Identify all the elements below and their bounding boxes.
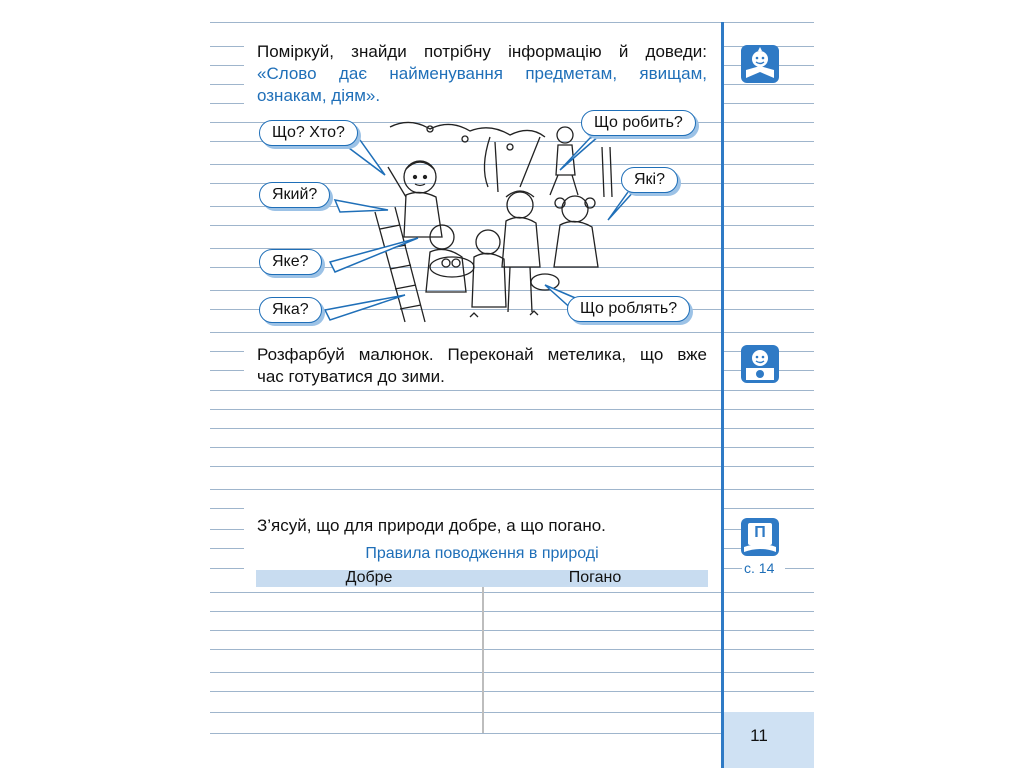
bubble-which-pl: Які? — [621, 167, 678, 193]
table-column-divider — [482, 587, 484, 733]
task1-line1: Поміркуй, знайди потрібну інформацію й доведи: — [257, 42, 707, 61]
face-sun-icon — [740, 344, 780, 384]
bubble-which-f: Яка? — [259, 297, 322, 323]
face-book-icon — [740, 44, 780, 84]
table-title: Правила поводження в природі — [365, 545, 599, 562]
margin-line — [721, 22, 724, 768]
bubble-which-n: Яке? — [259, 249, 322, 275]
book-icon — [740, 517, 780, 557]
task2-line1: Розфарбуй малюнок. Переконай метелика, що вже — [257, 345, 707, 364]
task2-line2: час готуватися до зими. — [257, 367, 445, 386]
bubble-what-does: Що робить? — [581, 110, 696, 136]
page-number: 11 — [750, 726, 768, 745]
table-header — [256, 570, 708, 587]
children-garden-illustration — [370, 117, 618, 325]
task3-instruction: З’ясуй, що для природи добре, а що погано. — [257, 516, 606, 535]
page-reference: с. 14 — [744, 560, 775, 576]
bubble-who-what: Що? Хто? — [259, 120, 358, 146]
page-number-box — [724, 712, 814, 768]
bubble-which-m: Який? — [259, 182, 330, 208]
column-bad: Погано — [568, 569, 622, 586]
column-good: Добре — [345, 569, 393, 586]
task1-text — [257, 41, 707, 107]
bubble-what-do: Що роблять? — [567, 296, 690, 322]
book-letter: П — [754, 524, 766, 541]
task1-quote-line1: «Слово дає найменування предметам, явищам, — [257, 64, 707, 83]
task1-quote-line2: ознакам, діям». — [257, 86, 381, 105]
task2-text — [257, 344, 707, 388]
